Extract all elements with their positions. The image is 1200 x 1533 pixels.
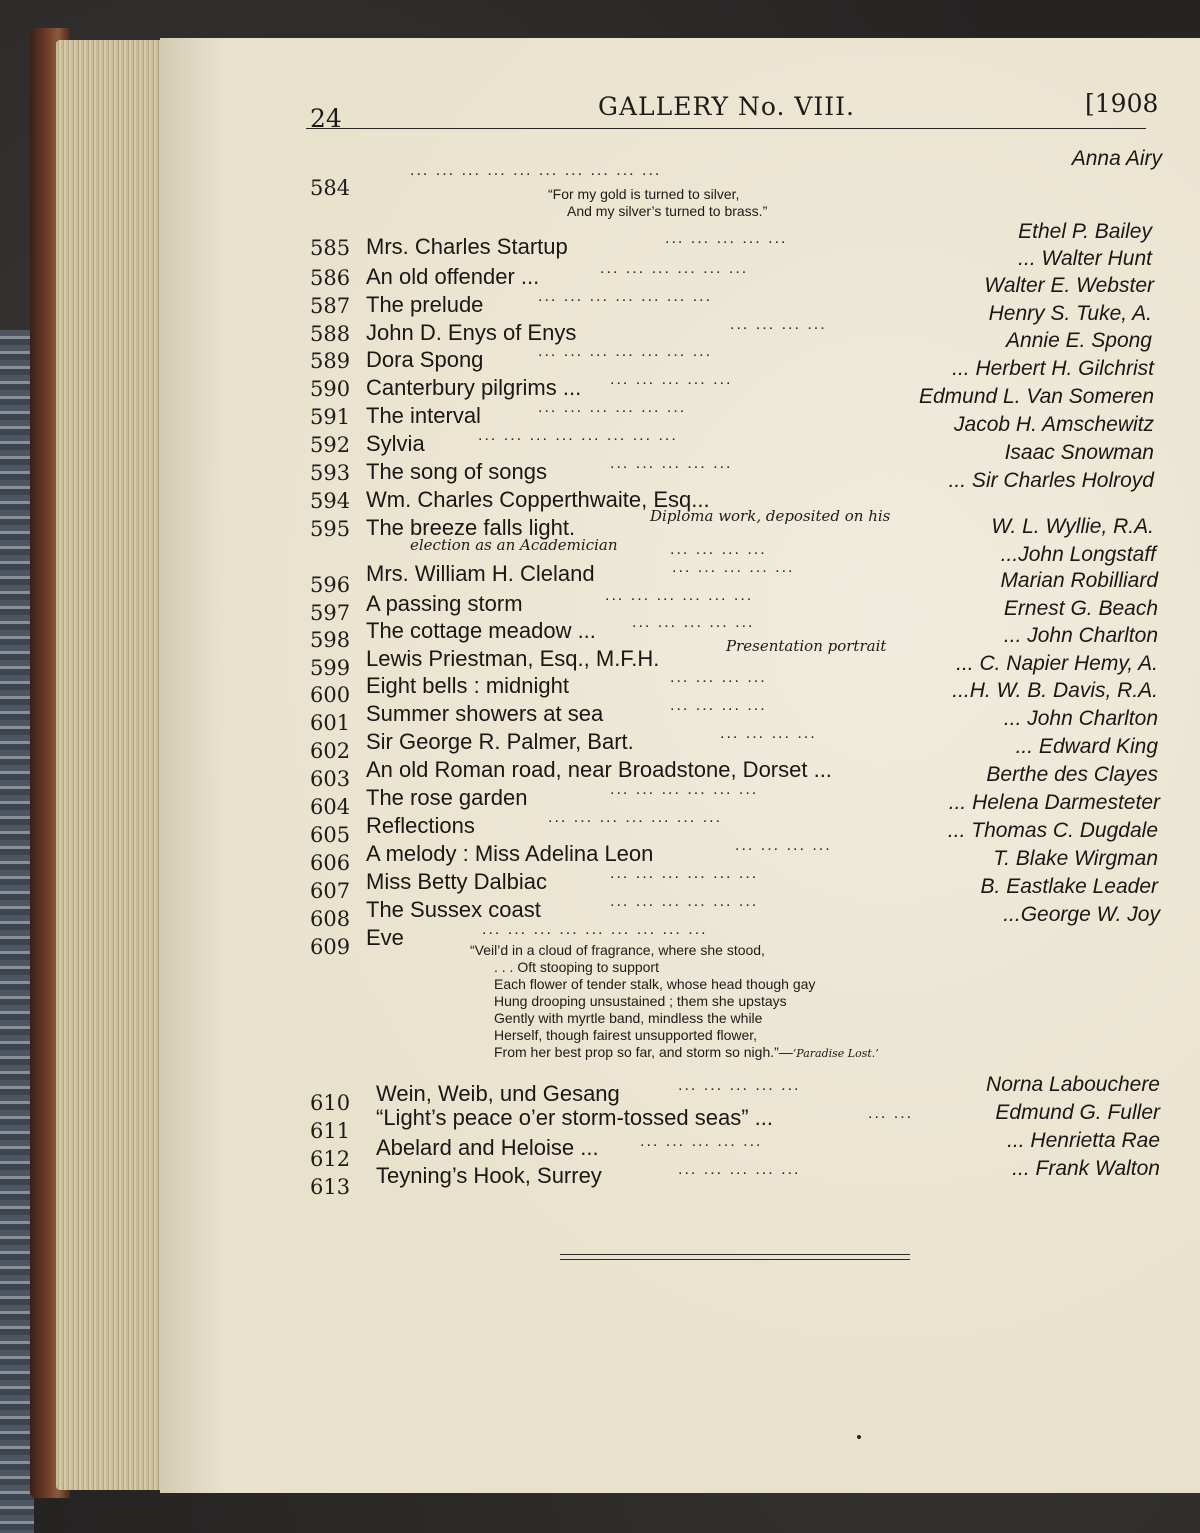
entry-number: 599 — [310, 656, 351, 680]
entry-artist: Jacob H. Amschewitz — [954, 413, 1154, 436]
entry-number: 602 — [310, 739, 351, 763]
entry-number: 612 — [310, 1147, 351, 1171]
entry-artist: ...George W. Joy — [1003, 903, 1160, 926]
entry-note: Diploma work, deposited on his — [650, 507, 891, 525]
entry-number: 596 — [310, 573, 351, 597]
entry-number: 605 — [310, 823, 351, 847]
entry-artist: Anna Airy — [1071, 147, 1162, 170]
leader-dots: ... ... ... ... ... — [672, 559, 795, 576]
entry-artist: Isaac Snowman — [1004, 441, 1154, 464]
entry-title: An old offender ... — [366, 264, 540, 289]
entry-artist: ... Herbert H. Gilchrist — [952, 357, 1154, 380]
entry-artist: Annie E. Spong — [1006, 329, 1152, 352]
entry-artist: Ethel P. Bailey — [1018, 220, 1152, 243]
entry-artist: Ernest G. Beach — [1003, 597, 1158, 620]
entry-title: The song of songs — [366, 459, 548, 484]
leader-dots: ... ... ... ... ... ... — [605, 587, 754, 604]
entry-artist: Edmund G. Fuller — [995, 1101, 1160, 1124]
entry-title: John D. Enys of Enys — [366, 320, 577, 345]
leader-dots: ... ... ... ... ... — [640, 1133, 763, 1150]
entry-title: Lewis Priestman, Esq., M.F.H. — [366, 646, 660, 671]
entry-title: Mrs. Charles Startup — [366, 234, 568, 259]
leader-dots: ... ... ... ... ... ... — [538, 399, 687, 416]
leader-dots: ... ... ... ... — [730, 316, 827, 333]
page-number: 24 — [310, 104, 342, 133]
entry-artist: ...John Longstaff — [1000, 543, 1156, 566]
entry-number: 611 — [310, 1119, 351, 1143]
page-edges — [56, 40, 166, 1490]
entry-title: An old Roman road, near Broadstone, Dorset ... — [366, 757, 832, 782]
leader-dots: ... ... ... ... ... ... — [610, 781, 759, 798]
entry-title: The rose garden — [366, 785, 528, 810]
leader-dots: ... ... ... ... — [720, 725, 817, 742]
entry-artist: B. Eastlake Leader — [980, 875, 1158, 898]
entry-number: 606 — [310, 851, 351, 875]
leader-dots: ... ... ... ... — [670, 669, 767, 686]
entry-artist: ... John Charlton — [1003, 624, 1158, 647]
entry-title: The breeze falls light. — [366, 515, 576, 540]
entry-note: Presentation portrait — [726, 637, 887, 655]
entry-number: 595 — [310, 517, 351, 541]
leader-dots: ... ... ... ... ... ... ... ... — [478, 427, 678, 444]
entry-number: 608 — [310, 907, 351, 931]
leader-dots: ... ... ... ... ... ... — [610, 893, 759, 910]
leader-dots: ... ... ... ... — [670, 541, 767, 558]
entry-title: Reflections — [366, 813, 475, 838]
entry-title: Canterbury pilgrims ... — [366, 375, 582, 400]
entry-number: 610 — [310, 1091, 351, 1115]
entry-artist: Henry S. Tuke, A. — [988, 302, 1152, 325]
page-title: GALLERY No. VIII. — [598, 92, 855, 121]
entry-title: Eve — [366, 925, 404, 950]
entry-artist: ... Walter Hunt — [1018, 247, 1152, 270]
leader-dots: ... ... — [868, 1105, 914, 1122]
eve-quote-line: Gently with myrtle band, mindless the while — [494, 1010, 763, 1026]
entry-artist: Edmund L. Van Someren — [918, 385, 1154, 408]
leader-dots: ... ... ... ... ... ... ... — [548, 809, 723, 826]
entry-artist: ...H. W. B. Davis, R.A. — [952, 679, 1158, 702]
entry-title: A passing storm — [366, 591, 523, 616]
eve-quote-line: Hung drooping unsustained ; them she upstays — [494, 993, 787, 1009]
entry-number: 607 — [310, 879, 351, 903]
leader-dots: ... ... ... ... ... — [610, 455, 733, 472]
entry-title: “Light’s peace o’er storm-tossed seas” ... — [376, 1105, 773, 1130]
entry-number: 585 — [310, 236, 351, 260]
end-rule — [560, 1254, 910, 1255]
entry-number: 604 — [310, 795, 351, 819]
header-rule — [306, 128, 1146, 129]
eve-quote-line: “Veil’d in a cloud of fragrance, where she stood, — [470, 942, 765, 958]
entry-artist: Norna Labouchere — [986, 1073, 1160, 1096]
leader-dots: ... ... ... ... ... ... — [600, 260, 749, 277]
entry-number: 588 — [310, 322, 351, 346]
entry-artist: ... Sir Charles Holroyd — [948, 469, 1154, 492]
leader-dots: ... ... ... ... ... — [678, 1161, 801, 1178]
leader-dots: ... ... ... ... ... ... ... — [538, 288, 713, 305]
entry-title: Summer showers at sea — [366, 701, 604, 726]
leader-dots: ... ... ... ... — [670, 697, 767, 714]
entry-number: 609 — [310, 935, 351, 959]
entry-title: A melody : Miss Adelina Leon — [366, 841, 654, 866]
entry-number: 590 — [310, 377, 351, 401]
entry-artist: ... Thomas C. Dugdale — [947, 819, 1158, 842]
leader-dots: ... ... ... ... ... ... — [610, 865, 759, 882]
entry-number: 597 — [310, 601, 351, 625]
entry-number: 603 — [310, 767, 351, 791]
entry-number: 592 — [310, 433, 351, 457]
eve-quote-last-line: From her best prop so far, and storm so nigh.”— — [494, 1044, 793, 1060]
entry-artist: Marian Robilliard — [1000, 569, 1158, 592]
end-rule — [560, 1259, 910, 1260]
leader-dots: ... ... ... ... ... ... ... ... ... — [482, 921, 708, 938]
entry-artist: ... C. Napier Hemy, A. — [956, 652, 1158, 675]
entry-title: The cottage meadow ... — [366, 618, 596, 643]
entry-title: Mrs. William H. Cleland — [366, 561, 595, 586]
entry-number: 613 — [310, 1175, 351, 1199]
entry-number: 601 — [310, 711, 351, 735]
entry-artist: W. L. Wyllie, R.A. — [991, 515, 1154, 538]
entry-number: 593 — [310, 461, 351, 485]
entry-title: Sir George R. Palmer, Bart. — [366, 729, 634, 754]
entry-artist: ... Frank Walton — [1012, 1157, 1160, 1180]
leader-dots: ... ... ... ... ... ... ... ... ... ... — [410, 162, 662, 179]
page-year: [1908 — [1085, 89, 1159, 118]
entry-number: 600 — [310, 683, 351, 707]
entry-artist: ... Henrietta Rae — [1007, 1129, 1160, 1152]
page-mark — [857, 1435, 861, 1439]
eve-quote-line — [494, 1044, 879, 1062]
leader-dots: ... ... ... ... ... — [665, 230, 788, 247]
entry-title: Wm. Charles Copperthwaite, Esq... — [366, 487, 710, 512]
entry-title: Sylvia — [366, 431, 425, 456]
eve-quote-line: Each flower of tender stalk, whose head though gay — [494, 976, 816, 992]
entry-quote-line: And my silver’s turned to brass.” — [567, 203, 768, 219]
entry-artist: Walter E. Webster — [984, 274, 1154, 297]
entry-number: 587 — [310, 294, 351, 318]
entry-number: 589 — [310, 349, 351, 373]
entry-title: Dora Spong — [366, 347, 484, 372]
eve-quote-line: Herself, though fairest unsupported flower, — [494, 1027, 758, 1043]
entry-title: Eight bells : midnight — [366, 673, 569, 698]
entry-artist: ... Edward King — [1015, 735, 1158, 758]
entry-number: 584 — [310, 176, 351, 200]
leader-dots: ... ... ... ... ... — [632, 614, 755, 631]
entry-note: election as an Academician — [410, 536, 618, 554]
entry-artist: Berthe des Clayes — [986, 763, 1158, 786]
entry-number: 586 — [310, 266, 351, 290]
leader-dots: ... ... ... ... ... ... ... — [538, 343, 713, 360]
entry-quote-line: “For my gold is turned to silver, — [548, 186, 740, 202]
leader-dots: ... ... ... ... ... — [610, 371, 733, 388]
entry-artist: ... John Charlton — [1003, 707, 1158, 730]
entry-title: The interval — [366, 403, 481, 428]
entry-title: Wein, Weib, und Gesang — [376, 1081, 620, 1106]
entry-artist: T. Blake Wirgman — [993, 847, 1158, 870]
book-spine — [0, 330, 34, 1533]
entry-title: The Sussex coast — [366, 897, 541, 922]
entry-number: 591 — [310, 405, 351, 429]
entry-artist: ... Helena Darmesteter — [948, 791, 1160, 814]
entry-title: The prelude — [366, 292, 484, 317]
entry-title: Abelard and Heloise ... — [376, 1135, 599, 1160]
eve-quote-line: . . . Oft stooping to support — [494, 959, 659, 975]
entry-title: Miss Betty Dalbiac — [366, 869, 547, 894]
entry-title: Teyning’s Hook, Surrey — [376, 1163, 602, 1188]
leader-dots: ... ... ... ... — [735, 837, 832, 854]
entry-number: 594 — [310, 489, 351, 513]
entry-number: 598 — [310, 628, 351, 652]
eve-quote-source: ‘Paradise Lost.’ — [792, 1047, 879, 1060]
leader-dots: ... ... ... ... ... — [678, 1077, 801, 1094]
